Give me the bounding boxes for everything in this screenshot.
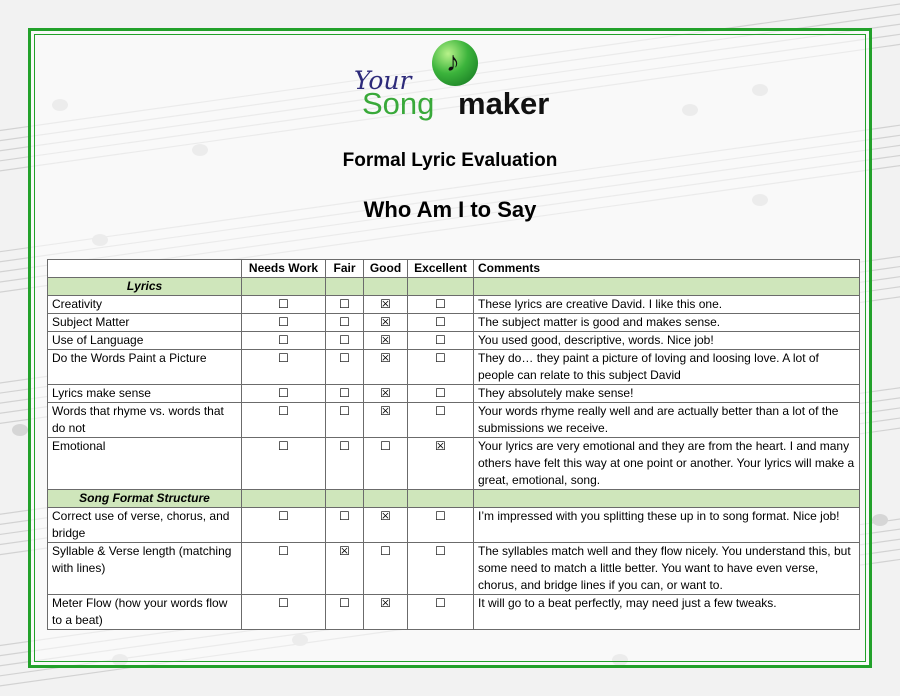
rating-cell-fair [326,350,364,385]
checkbox-good[interactable]: ☒ [380,596,391,610]
rating-cell-good [364,403,408,438]
table-row [48,543,860,595]
comment-cell: These lyrics are creative David. I like this one. [474,296,860,314]
rating-cell-good [364,595,408,630]
table-row [48,296,860,314]
checkbox-excellent[interactable]: ☐ [435,386,446,400]
header-criteria [48,260,242,278]
comment-cell: Your words rhyme really well and are actually better than a lot of the submissions we receive. [474,403,860,438]
rating-cell-needs-work [242,385,326,403]
logo-maker-text: maker [458,86,550,121]
table-row [48,595,860,630]
section-filler-cell [326,278,364,296]
checkbox-excellent[interactable]: ☒ [435,439,446,453]
checkbox-needs-work[interactable]: ☐ [278,596,289,610]
checkbox-good[interactable]: ☐ [380,439,391,453]
criterion-cell: Do the Words Paint a Picture [48,350,242,385]
section-row [48,278,860,296]
checkbox-good[interactable]: ☒ [380,386,391,400]
criterion-cell: Syllable & Verse length (matching with lines) [48,543,242,595]
rating-cell-needs-work [242,332,326,350]
comment-cell: You used good, descriptive, words. Nice job! [474,332,860,350]
section-filler-cell [242,278,326,296]
checkbox-good[interactable]: ☒ [380,351,391,365]
rating-cell-good [364,385,408,403]
checkbox-excellent[interactable]: ☐ [435,333,446,347]
rating-cell-good [364,543,408,595]
header-good: Good [364,260,408,278]
table-row [48,438,860,490]
rating-cell-excellent [408,595,474,630]
rating-cell-needs-work [242,543,326,595]
section-filler-cell [474,278,860,296]
checkbox-needs-work[interactable]: ☐ [278,315,289,329]
checkbox-fair[interactable]: ☐ [339,351,350,365]
section-filler-cell [326,490,364,508]
criterion-cell: Meter Flow (how your words flow to a beat) [48,595,242,630]
section-filler-cell [408,278,474,296]
criterion-cell: Words that rhyme vs. words that do not [48,403,242,438]
table-row [48,314,860,332]
checkbox-needs-work[interactable]: ☐ [278,544,289,558]
rating-cell-excellent [408,332,474,350]
rating-cell-fair [326,438,364,490]
checkbox-needs-work[interactable]: ☐ [278,297,289,311]
section-filler-cell [408,490,474,508]
comment-cell: The subject matter is good and makes sense. [474,314,860,332]
criterion-cell: Creativity [48,296,242,314]
rating-cell-needs-work [242,508,326,543]
rating-cell-excellent [408,543,474,595]
checkbox-excellent[interactable]: ☐ [435,544,446,558]
table-body [48,278,860,630]
rating-cell-good [364,314,408,332]
rating-cell-fair [326,543,364,595]
section-row [48,490,860,508]
criterion-cell: Subject Matter [48,314,242,332]
rating-cell-needs-work [242,595,326,630]
checkbox-good[interactable]: ☒ [380,509,391,523]
checkbox-needs-work[interactable]: ☐ [278,404,289,418]
comment-cell: I’m impressed with you splitting these up in to song format. Nice job! [474,508,860,543]
header-comments: Comments [474,260,860,278]
rating-cell-fair [326,296,364,314]
header-fair: Fair [326,260,364,278]
rating-cell-needs-work [242,314,326,332]
checkbox-fair[interactable]: ☐ [339,386,350,400]
rating-cell-excellent [408,438,474,490]
checkbox-good[interactable]: ☒ [380,404,391,418]
rating-cell-excellent [408,508,474,543]
criterion-cell: Use of Language [48,332,242,350]
checkbox-fair[interactable]: ☐ [339,315,350,329]
rating-cell-fair [326,332,364,350]
rating-cell-fair [326,403,364,438]
table-row [48,332,860,350]
rating-cell-good [364,332,408,350]
table-row [48,350,860,385]
section-label: Song Format Structure [48,490,242,508]
checkbox-excellent[interactable]: ☐ [435,351,446,365]
criterion-cell: Correct use of verse, chorus, and bridge [48,508,242,543]
rating-cell-good [364,296,408,314]
comment-cell: They do… they paint a picture of loving and loosing love. A lot of people can relate to this subject David [474,350,860,385]
comment-cell: They absolutely make sense! [474,385,860,403]
checkbox-fair[interactable]: ☐ [339,297,350,311]
rating-cell-fair [326,385,364,403]
criterion-cell: Lyrics make sense [48,385,242,403]
checkbox-excellent[interactable]: ☐ [435,315,446,329]
rating-cell-good [364,350,408,385]
criterion-cell: Emotional [48,438,242,490]
rating-cell-fair [326,508,364,543]
checkbox-needs-work[interactable]: ☐ [278,333,289,347]
table-row [48,385,860,403]
table-row [48,508,860,543]
section-filler-cell [242,490,326,508]
rating-cell-excellent [408,403,474,438]
checkbox-fair[interactable]: ☐ [339,404,350,418]
songmaker-logo [350,38,550,122]
rating-cell-fair [326,595,364,630]
checkbox-excellent[interactable]: ☐ [435,297,446,311]
checkbox-fair[interactable]: ☐ [339,596,350,610]
checkbox-excellent[interactable]: ☐ [435,509,446,523]
table-row [48,403,860,438]
rating-cell-needs-work [242,438,326,490]
checkbox-good[interactable]: ☐ [380,544,391,558]
table-header-row [48,260,860,278]
document-title: Formal Lyric Evaluation [342,150,558,171]
logo-song-text: Song [362,86,435,121]
rating-cell-good [364,438,408,490]
rating-cell-excellent [408,385,474,403]
song-title: Who Am I to Say [363,197,537,222]
logo-your-text: Your [354,66,412,95]
checkbox-fair[interactable]: ☐ [339,509,350,523]
rating-cell-needs-work [242,350,326,385]
rating-cell-good [364,508,408,543]
comment-cell: It will go to a beat perfectly, may need just a few tweaks. [474,595,860,630]
checkbox-needs-work[interactable]: ☐ [278,509,289,523]
comment-cell: Your lyrics are very emotional and they are from the heart. I and many others have felt this way at one point or another. Your lyrics will make a great, emotional, song. [474,438,860,490]
header-excellent: Excellent [408,260,474,278]
checkbox-fair[interactable]: ☐ [339,439,350,453]
rating-cell-needs-work [242,403,326,438]
section-label: Lyrics [48,278,242,296]
checkbox-good[interactable]: ☒ [380,297,391,311]
evaluation-table [47,259,860,630]
checkbox-good[interactable]: ☒ [380,315,391,329]
checkbox-fair[interactable]: ☐ [339,333,350,347]
section-filler-cell [364,490,408,508]
music-note-icon: ♪ [446,46,460,77]
rating-cell-needs-work [242,296,326,314]
rating-cell-fair [326,314,364,332]
comment-cell: The syllables match well and they flow nicely. You understand this, but some need to match a little better. You want to have even verse, chorus, and bridge lines if you can, or want to. [474,543,860,595]
checkbox-good[interactable]: ☒ [380,333,391,347]
section-filler-cell [364,278,408,296]
rating-cell-excellent [408,296,474,314]
rating-cell-excellent [408,350,474,385]
checkbox-excellent[interactable]: ☐ [435,596,446,610]
section-filler-cell [474,490,860,508]
checkbox-needs-work[interactable]: ☐ [278,386,289,400]
checkbox-needs-work[interactable]: ☐ [278,439,289,453]
checkbox-needs-work[interactable]: ☐ [278,351,289,365]
checkbox-excellent[interactable]: ☐ [435,404,446,418]
rating-cell-excellent [408,314,474,332]
checkbox-fair[interactable]: ☒ [339,544,350,558]
header-needs-work: Needs Work [242,260,326,278]
